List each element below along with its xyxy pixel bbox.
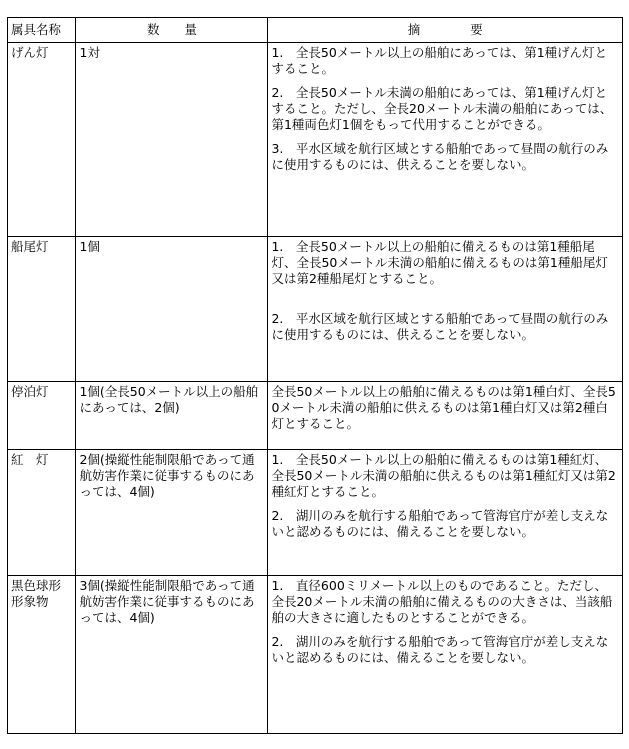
row-summary xyxy=(268,43,623,237)
row-name: 紅 灯 xyxy=(8,450,76,576)
table-row xyxy=(8,43,623,237)
row-quantity: 1対 xyxy=(76,43,268,237)
summary-item: 2. 平水区域を航行区域とする船舶であって昼間の航行のみに使用するものには、供えることを要しない。 xyxy=(271,311,609,342)
row-quantity: 1個(全長50メートル以上の船舶にあっては、2個) xyxy=(76,382,268,450)
summary-item: 1. 直径600ミリメートル以上のものであること。ただし、全長20メートル未満の船舶に備えるものの大きさは、当該船舶の大きさに適したものとすることができる。 xyxy=(271,578,613,625)
row-name: げん灯 xyxy=(8,43,76,237)
header-quantity: 数 量 xyxy=(76,18,268,43)
row-quantity: 3個(操縦性能制限船であって通航妨害作業に従事するものにあっては、4個) xyxy=(76,576,268,734)
header-name: 属具名称 xyxy=(8,18,76,43)
row-name: 船尾灯 xyxy=(8,237,76,382)
summary-item: 2. 全長50メートル未満の船舶にあっては、第1種げん灯とすること。ただし、全長20メートル未満の船舶にあっては、第1種両色灯1個をもって代用することができる。 xyxy=(271,85,613,132)
summary-item: 1. 全長50メートル以上の船舶に備えるものは第1種紅灯、全長50メートル未満の船舶に供えるものは第1種紅灯又は第2種紅灯とすること。 xyxy=(271,452,616,499)
regulation-document xyxy=(7,17,623,733)
row-name: 黒色球形形象物 xyxy=(8,576,76,734)
table-row xyxy=(8,450,623,576)
table-row xyxy=(8,576,623,734)
summary-item: 全長50メートル以上の船舶に備えるものは第1種白灯、全長50メートル未満の船舶に供えるものは第1種白灯又は第2種白灯とすること。 xyxy=(271,384,616,431)
header-summary: 摘 要 xyxy=(268,18,623,43)
row-summary xyxy=(268,382,623,450)
table-header-row xyxy=(8,18,623,43)
row-summary xyxy=(268,576,623,734)
row-quantity: 1個 xyxy=(76,237,268,382)
summary-item: 2. 湖川のみを航行する船舶であって管海官庁が差し支えないと認めるものには、備えることを要しない。 xyxy=(271,508,609,539)
summary-item: 1. 全長50メートル以上の船舶にあっては、第1種げん灯とすること。 xyxy=(271,45,608,76)
row-name: 停泊灯 xyxy=(8,382,76,450)
summary-item: 1. 全長50メートル以上の船舶に備えるものは第1種船尾灯、全長50メートル未満の船舶に備えるものは第1種船尾灯又は第2種船尾灯とすること。 xyxy=(271,239,608,286)
row-summary xyxy=(268,237,623,382)
summary-item: 3. 平水区域を航行区域とする船舶であって昼間の航行のみに使用するものには、供えることを要しない。 xyxy=(271,141,609,172)
equipment-table xyxy=(7,17,623,734)
table-row xyxy=(8,237,623,382)
row-quantity: 2個(操縦性能制限船であって通航妨害作業に従事するものにあっては、4個) xyxy=(76,450,268,576)
row-summary xyxy=(268,450,623,576)
summary-item: 2. 湖川のみを航行する船舶であって管海官庁が差し支えないと認めるものには、備えることを要しない。 xyxy=(271,634,609,665)
table-row xyxy=(8,382,623,450)
